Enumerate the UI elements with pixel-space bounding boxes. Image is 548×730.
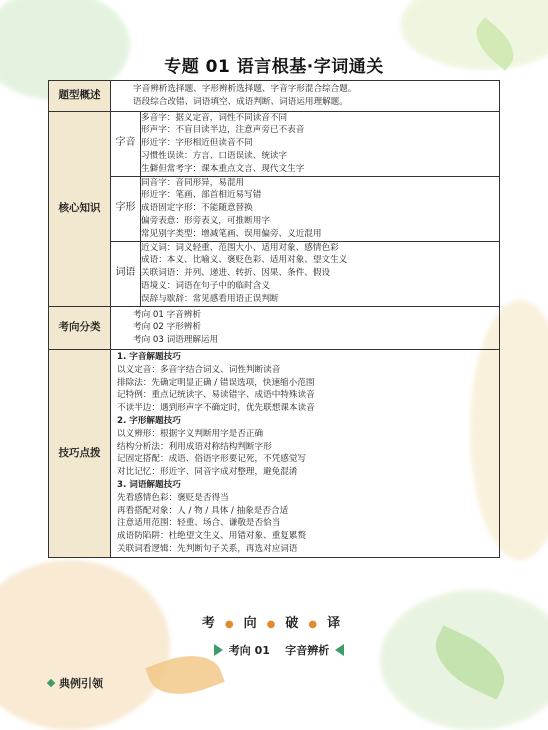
list-item: 关联词语：并列、递进、转折、因果、条件、假设 — [141, 268, 331, 279]
list-item: 以义定音：多音字结合词义、词性判断读音 — [117, 364, 281, 375]
section-header — [0, 612, 548, 631]
tips-section-title: 1. 字音解题技巧 — [117, 351, 181, 362]
core-content-glyph — [141, 176, 500, 241]
dot-icon: ● — [266, 619, 282, 630]
watercolor-blob-bottom-left — [0, 560, 170, 730]
dot-icon: ● — [308, 619, 324, 630]
overview-row — [49, 81, 500, 112]
section-header-char: 译 — [327, 616, 347, 631]
overview-line: 语段综合改错、词语填空、成语判断、词语运用理解题。 — [133, 96, 348, 107]
list-item: 以义辨形：根据字义判断用字是否正确 — [117, 428, 264, 439]
core-label-glyph: 字形 — [111, 176, 141, 241]
diamond-icon — [47, 679, 55, 687]
core-content-pronunciation — [141, 111, 500, 176]
list-item: 成语：本义、比喻义、褒贬色彩、适用对象、望文生义 — [141, 255, 348, 266]
list-item: 多音字：据义定音，词性不同读音不同 — [141, 112, 288, 123]
core-label-words: 词语 — [111, 241, 141, 306]
list-item: 不读半边：遇到形声字不确定时，优先联想课本读音 — [117, 403, 315, 414]
tips-content — [111, 349, 500, 557]
list-item: 成语防陷阱：杜绝望文生义、用错对象、重复累赘 — [117, 531, 307, 542]
list-item: 再看搭配对象：人 / 物 / 具体 / 抽象是否合适 — [117, 505, 289, 516]
list-item: 生僻但常考字：课本重点文言、现代文生字 — [141, 163, 305, 174]
overview-header: 题型概述 — [49, 81, 111, 112]
section-header-char: 破 — [285, 616, 305, 631]
core-row-glyph — [49, 176, 500, 241]
list-item: 结构分析法：利用成语对称结构判断字形 — [117, 441, 272, 452]
triangle-left-icon — [335, 644, 344, 656]
list-item: 成语固定字形：不能随意替换 — [141, 203, 253, 214]
core-knowledge-header: 核心知识 — [49, 111, 111, 306]
direction-banner — [210, 640, 348, 660]
list-item: 考向 01 字音辨析 — [133, 309, 201, 320]
list-item: 形近字：字形相近但读音不同 — [141, 138, 253, 149]
direction-banner-label: 考向 01 字音辨析 — [228, 644, 330, 657]
list-item: 语境义：词语在句子中的临时含义 — [141, 280, 270, 291]
list-item: 对比记忆：形近字、同音字成对整理，避免混淆 — [117, 467, 298, 478]
core-row-words — [49, 241, 500, 306]
list-item: 形近字：笔画、部首相近易写错 — [141, 190, 262, 201]
list-item: 近义词：词义轻重、范围大小、适用对象、感情色彩 — [141, 242, 339, 253]
section-header-char: 向 — [243, 616, 263, 631]
list-item: 常见别字类型：增减笔画、误用偏旁、义近混用 — [141, 228, 322, 239]
list-item: 考向 02 字形辨析 — [133, 322, 201, 333]
list-item: 关联词看逻辑：先判断句子关系，再选对应词语 — [117, 543, 298, 554]
list-item: 记特例：重点记统读字、易读错字、成语中特殊读音 — [117, 390, 315, 401]
list-item: 注意适用范围：轻重、场合、谦敬是否恰当 — [117, 518, 281, 529]
section-header-char: 考 — [201, 616, 221, 631]
list-item: 先看感情色彩：褒贬是否得当 — [117, 492, 229, 503]
example-tag — [48, 675, 103, 691]
tips-section-title: 2. 字形解题技巧 — [117, 415, 181, 426]
dot-icon: ● — [224, 619, 240, 630]
tips-section-title: 3. 词语解题技巧 — [117, 479, 181, 490]
directions-content — [111, 306, 500, 349]
overview-line: 字音辨析选择题、字形辨析选择题、字音字形混合综合题。 — [133, 84, 357, 94]
list-item: 偏旁表意：形旁表义，可推断用字 — [141, 215, 270, 226]
list-item: 考向 03 词语理解运用 — [133, 335, 219, 346]
list-item: 误辞与歇辞：常见感看用语正误判断 — [141, 293, 279, 304]
knowledge-table — [48, 80, 500, 558]
triangle-right-icon — [214, 644, 223, 656]
directions-header: 考向分类 — [49, 306, 111, 349]
list-item: 习惯性误读：方言、口语误读、统读字 — [141, 150, 288, 161]
directions-row — [49, 306, 500, 349]
list-item: 同音字：音同形异，易混用 — [141, 177, 245, 188]
tips-row — [49, 349, 500, 557]
overview-content — [111, 81, 500, 112]
tips-header: 技巧点拨 — [49, 349, 111, 557]
example-tag-label: 典例引领 — [59, 677, 103, 690]
page-title: 专题 01 语言根基·字词通关 — [164, 57, 384, 77]
list-item: 形声字：不盲目读半边，注意声旁已不表音 — [141, 125, 305, 136]
core-content-words — [141, 241, 500, 306]
list-item: 排除法：先确定明显正确 / 错误选项，快速缩小范围 — [117, 377, 315, 388]
core-label-pronunciation: 字音 — [111, 111, 141, 176]
list-item: 记固定搭配：成语、俗语字形要记死，不凭感觉写 — [117, 454, 307, 465]
core-row-pronunciation — [49, 111, 500, 176]
